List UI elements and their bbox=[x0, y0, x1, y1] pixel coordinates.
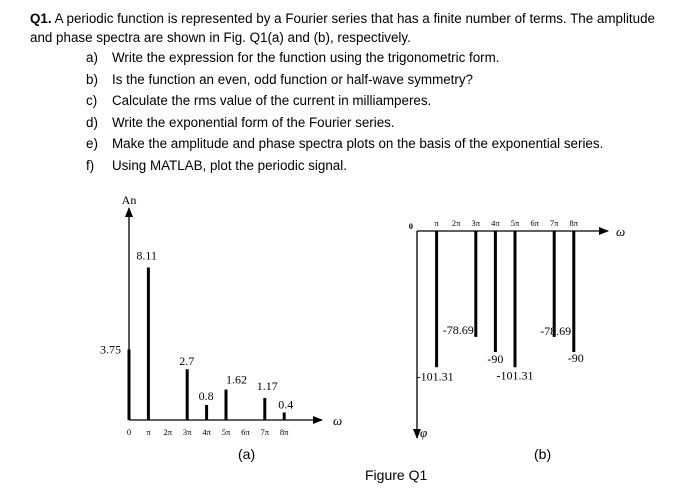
part-label: f) bbox=[86, 157, 95, 173]
figure-caption: Figure Q1 bbox=[365, 467, 428, 483]
phase-spectrum-chart bbox=[409, 218, 625, 440]
x-tick-label: 4π bbox=[491, 218, 500, 228]
question-number: Q1. bbox=[30, 11, 52, 26]
phase-value-label: -90 bbox=[567, 351, 584, 366]
amplitude-value-label: 2.7 bbox=[179, 354, 195, 369]
y-axis-label: An bbox=[121, 193, 137, 207]
amplitude-value-label: 3.75 bbox=[100, 342, 121, 357]
x-tick-label: 2π bbox=[451, 218, 461, 228]
x-tick-label: 0 bbox=[126, 427, 132, 437]
x-tick-label: 8π bbox=[569, 218, 579, 228]
origin-label: 0 bbox=[408, 221, 413, 231]
amplitude-value-label: 0.8 bbox=[198, 388, 214, 403]
x-tick-label: 3π bbox=[471, 218, 481, 228]
x-tick-label: π bbox=[146, 427, 151, 437]
amplitude-value-label: 1.17 bbox=[256, 379, 278, 394]
amplitude-value-label: 1.62 bbox=[226, 372, 247, 387]
x-tick-label: 3π bbox=[182, 427, 192, 437]
x-tick-label: 4π bbox=[202, 427, 211, 437]
x-tick-label: 6π bbox=[530, 218, 539, 228]
x-tick-label: 5π bbox=[221, 427, 231, 437]
phase-value-label: -101.31 bbox=[496, 368, 534, 383]
x-tick-label: 6π bbox=[241, 427, 250, 437]
x-axis-label: ω bbox=[333, 413, 343, 428]
phase-value-label: -101.31 bbox=[416, 369, 454, 384]
part-label: e) bbox=[86, 136, 98, 151]
part-label: c) bbox=[86, 93, 98, 108]
part-text: Make the amplitude and phase spectra plots on the basis of the exponential series. bbox=[112, 136, 604, 151]
part-text: Write the exponential form of the Fourier series. bbox=[112, 114, 395, 130]
chart-b-caption: (b) bbox=[534, 446, 552, 462]
x-tick-label: 8π bbox=[279, 427, 289, 437]
x-tick-label: 7π bbox=[549, 218, 559, 228]
question-intro-text: A periodic function is represented by a Fourier series that has a finite number of terms. The amplitude and phase spectra are shown in Fig. Q1(a) and (b), respectively. bbox=[30, 11, 655, 45]
chart-a-caption: (a) bbox=[238, 446, 256, 462]
y-axis-label: φ bbox=[420, 425, 428, 440]
part-text: Calculate the rms value of the current in milliamperes. bbox=[112, 93, 432, 108]
amplitude-value-label: 0.4 bbox=[278, 397, 294, 412]
x-tick-label: 7π bbox=[260, 427, 270, 437]
x-tick-label: 2π bbox=[163, 427, 173, 437]
x-tick-label: π bbox=[434, 218, 439, 228]
x-axis-label: ω bbox=[616, 224, 626, 239]
amplitude-spectrum-chart bbox=[100, 193, 342, 437]
phase-value-label: -78.69 bbox=[540, 323, 572, 338]
part-label: d) bbox=[86, 114, 98, 130]
part-label: a) bbox=[86, 50, 98, 65]
phase-value-label: -78.69 bbox=[442, 322, 474, 337]
x-tick-label: 5π bbox=[510, 218, 520, 228]
part-text: Using MATLAB, plot the periodic signal. bbox=[112, 157, 347, 173]
phase-value-label: -90 bbox=[487, 352, 504, 367]
amplitude-value-label: 8.11 bbox=[136, 248, 157, 263]
part-text: Is the function an even, odd function or half-wave symmetry? bbox=[112, 71, 473, 87]
part-text: Write the expression for the function using the trigonometric form. bbox=[112, 50, 500, 65]
part-label: b) bbox=[86, 71, 98, 87]
